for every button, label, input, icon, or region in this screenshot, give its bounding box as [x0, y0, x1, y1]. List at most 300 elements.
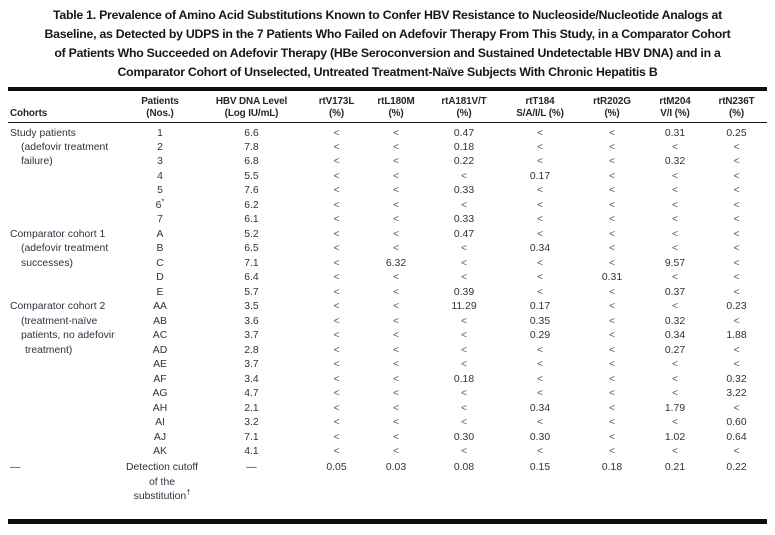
- value-cell-rtT184: 0.29: [529, 330, 551, 342]
- title-line: of Patients Who Succeeded on Adefovir Therapy (HBe Seroconversion and Sustained Undetectable HBV DNA) and in a: [54, 46, 721, 60]
- dna-level-cell: —: [246, 462, 257, 473]
- value-cell-rtV173L: 0.05: [326, 462, 347, 473]
- table-title: [0, 6, 775, 82]
- value-cell-rtR202G: <: [608, 141, 616, 153]
- cohort-label: Comparator cohort 1: [10, 228, 106, 240]
- cohort-label: failure): [21, 156, 53, 168]
- value-cell-rtV173L: <: [333, 185, 340, 197]
- dagger-superscript: †: [186, 487, 191, 497]
- patient-id: 4: [157, 170, 163, 182]
- value-cell-rtT184: 0.17: [529, 301, 551, 313]
- value-cell-rtV173L: <: [333, 228, 340, 240]
- header-row: [8, 89, 767, 123]
- value-cell-rtM204: 1.79: [664, 402, 686, 414]
- value-cell-rtL180M: <: [392, 170, 400, 182]
- patient-cell: [126, 387, 194, 402]
- value-cell-rtR202G: <: [608, 243, 616, 255]
- patient-id: 7: [157, 214, 163, 226]
- patient-id: AJ: [153, 431, 167, 443]
- value-cell-rtT184: <: [536, 214, 544, 226]
- value-cell-rtN236T: <: [733, 446, 740, 458]
- value-cell-rtN236T: <: [733, 243, 740, 255]
- value-cell-rtT184: <: [536, 127, 544, 139]
- value-cell-rtM204: <: [671, 170, 679, 182]
- table-row-5: [8, 198, 767, 213]
- dna-level-cell: 5.2: [244, 228, 259, 240]
- patient-id: B: [156, 243, 164, 255]
- value-cell-rtA181VT: <: [460, 272, 468, 284]
- value-cell-rtV173L: <: [333, 388, 340, 400]
- value-cell-rtM204: <: [671, 301, 679, 313]
- value-cell-rtR202G: <: [608, 301, 616, 313]
- patient-label: [153, 330, 167, 341]
- patient-label: [153, 316, 167, 327]
- value-cell-rtL180M: <: [392, 127, 400, 139]
- table-row-15: [8, 343, 767, 358]
- cohort-cell: [8, 227, 126, 242]
- value-cell-rtV173L: <: [333, 344, 340, 356]
- patient-label: [156, 272, 164, 283]
- value-cell-rtR202G: <: [608, 402, 616, 414]
- cohort-cell: [8, 123, 126, 141]
- value-cell-rtA181VT: <: [460, 243, 468, 255]
- column-header-patients: [126, 89, 194, 123]
- dna-level-cell: 7.8: [244, 141, 259, 153]
- value-cell-rtA181VT: <: [460, 315, 468, 327]
- patient-label: [156, 258, 164, 269]
- header-line1: rtN236T: [718, 96, 755, 107]
- value-cell-rtA181VT: <: [460, 359, 468, 371]
- value-cell-rtA181VT: 0.47: [453, 228, 475, 240]
- patient-label: [157, 214, 163, 225]
- value-cell-rtL180M: 6.32: [385, 257, 407, 269]
- column-header-rtA181VT: [428, 89, 500, 123]
- dna-level-cell: 7.1: [244, 257, 259, 269]
- dna-level-cell: 6.1: [244, 214, 259, 226]
- patient-label: [154, 432, 166, 443]
- value-cell-rtM204: <: [671, 185, 679, 197]
- dna-level-cell: 3.7: [244, 359, 259, 371]
- value-cell-rtT184: <: [536, 373, 544, 385]
- value-cell-rtV173L: <: [333, 199, 340, 211]
- value-cell-rtT184: <: [536, 359, 544, 371]
- value-cell-rtA181VT: 0.33: [453, 214, 475, 226]
- dna-level-cell: 6.4: [244, 272, 259, 284]
- value-cell-rtL180M: <: [392, 185, 400, 197]
- value-cell-rtA181VT: <: [460, 330, 468, 342]
- patient-cell: [126, 416, 194, 431]
- value-cell-rtR202G: <: [608, 257, 616, 269]
- cohort-label: (adefovir treatment: [21, 141, 109, 153]
- table-row-21: [8, 430, 767, 445]
- patient-cell: [126, 372, 194, 387]
- patient-cell: [126, 227, 194, 242]
- patient-id: AD: [152, 344, 168, 356]
- header-line1: HBV DNA Level: [215, 96, 288, 107]
- patient-cell: [126, 445, 194, 460]
- dna-level-cell: 3.4: [244, 373, 259, 385]
- cohort-label: Comparator cohort 2: [10, 301, 106, 313]
- patient-cell: [126, 123, 194, 141]
- patient-id: AA: [153, 301, 167, 313]
- column-header-rtL180M: [364, 89, 428, 123]
- value-cell-rtT184: <: [536, 257, 544, 269]
- cohort-cell: [8, 285, 126, 300]
- asterisk-superscript: *: [161, 196, 165, 206]
- value-cell-rtR202G: <: [608, 127, 616, 139]
- cohort-cell: [8, 445, 126, 460]
- value-cell-rtN236T: <: [733, 185, 740, 197]
- title-line: Baseline, as Detected by UDPS in the 7 Patients Who Failed on Adefovir Therapy From This Study, in a Comparator Cohort: [44, 27, 731, 41]
- value-cell-rtN236T: <: [733, 170, 740, 182]
- value-cell-rtA181VT: 0.08: [453, 462, 475, 473]
- patient-id: 5: [157, 185, 163, 197]
- dna-level-cell: 2.1: [244, 402, 259, 414]
- value-cell-rtT184: <: [536, 141, 544, 153]
- value-cell-rtM204: <: [671, 359, 679, 371]
- cohort-cell: [8, 155, 126, 170]
- table-row-6: [8, 213, 767, 228]
- value-cell-rtA181VT: 11.29: [451, 301, 477, 313]
- patient-id: 1: [157, 127, 163, 139]
- column-header-cohorts: [8, 89, 126, 123]
- patient-label: [155, 196, 165, 211]
- column-header-rtN236T: [706, 89, 767, 123]
- cohort-label: (treatment-naïve: [21, 315, 98, 327]
- column-header-rtM204: [644, 89, 706, 123]
- dna-level-cell: 6.8: [244, 156, 259, 168]
- patient-cell: [126, 155, 194, 170]
- patient-id: AK: [153, 446, 167, 458]
- value-cell-rtT184: 0.34: [529, 243, 551, 255]
- value-cell-rtM204: 9.57: [664, 257, 686, 269]
- dna-level-cell: 3.2: [244, 417, 259, 429]
- dna-level-cell: 3.7: [244, 330, 259, 342]
- patient-cell: [126, 401, 194, 416]
- value-cell-rtN236T: <: [733, 199, 740, 211]
- value-cell-rtR202G: <: [608, 170, 616, 182]
- value-cell-rtT184: 0.17: [529, 170, 551, 182]
- header-line2: (%): [328, 107, 345, 119]
- cohort-cell: [8, 430, 126, 445]
- value-cell-rtN236T: 0.23: [726, 301, 747, 313]
- patient-id: 6: [155, 199, 162, 211]
- value-cell-rtA181VT: <: [460, 388, 468, 400]
- value-cell-rtT184: 0.15: [529, 462, 551, 473]
- cohort-cell: [8, 343, 126, 358]
- cohort-cell: [8, 242, 126, 257]
- value-cell-rtA181VT: <: [460, 170, 468, 182]
- value-cell-rtR202G: <: [608, 214, 616, 226]
- table-row-4: [8, 184, 767, 199]
- value-cell-rtL180M: <: [392, 388, 400, 400]
- cohort-label: treatment): [25, 344, 73, 356]
- patient-id: C: [156, 257, 164, 269]
- value-cell-rtM204: <: [671, 199, 679, 211]
- cohort-cell: [8, 271, 126, 286]
- value-cell-rtN236T: <: [733, 359, 740, 371]
- value-cell-rtM204: <: [671, 228, 679, 240]
- cohort-cell: [8, 387, 126, 402]
- value-cell-rtM204: <: [671, 417, 679, 429]
- value-cell-rtM204: <: [671, 388, 679, 400]
- cohort-cell: [8, 184, 126, 199]
- header-line2: (%): [456, 107, 472, 119]
- table-row-12: [8, 300, 767, 315]
- patient-id: E: [156, 286, 164, 298]
- header-line2: (%): [728, 107, 745, 119]
- value-cell-rtL180M: <: [392, 286, 400, 298]
- table-row-22: [8, 445, 767, 460]
- cohort-cell: [8, 213, 126, 228]
- cohort-label: patients, no adefovir: [21, 330, 115, 342]
- cohort-cell: [8, 459, 126, 521]
- cohort-label: Study patients: [10, 127, 76, 139]
- cohort-cell: [8, 198, 126, 213]
- column-header-hbv_dna_level: [194, 89, 309, 123]
- cohort-cell: [8, 416, 126, 431]
- table-row-19: [8, 401, 767, 416]
- patient-cell: [126, 358, 194, 373]
- patient-id: A: [156, 228, 164, 240]
- patient-id: Detection cutoff of the substitution: [126, 462, 199, 502]
- patient-label: [157, 142, 163, 153]
- patient-label: [126, 461, 198, 505]
- header-line1: rtR202G: [593, 96, 631, 107]
- value-cell-rtM204: 1.02: [664, 431, 686, 443]
- patient-cell: [126, 169, 194, 184]
- dna-level-cell: 3.6: [244, 315, 259, 327]
- value-cell-rtA181VT: <: [460, 402, 468, 414]
- value-cell-rtL180M: <: [392, 446, 400, 458]
- value-cell-rtM204: 0.37: [664, 286, 686, 298]
- value-cell-rtT184: <: [536, 156, 544, 168]
- value-cell-rtN236T: <: [733, 214, 740, 226]
- table-row-18: [8, 387, 767, 402]
- patient-label: [157, 128, 163, 139]
- value-cell-rtN236T: 0.25: [726, 127, 747, 139]
- value-cell-rtM204: <: [671, 373, 679, 385]
- value-cell-rtA181VT: 0.39: [453, 286, 475, 298]
- value-cell-rtL180M: <: [392, 141, 400, 153]
- value-cell-rtA181VT: 0.18: [453, 373, 475, 385]
- value-cell-rtV173L: <: [333, 330, 340, 342]
- value-cell-rtL180M: <: [392, 272, 400, 284]
- patient-label: [153, 301, 167, 312]
- value-cell-rtT184: 0.35: [529, 315, 551, 327]
- value-cell-rtV173L: <: [333, 286, 340, 298]
- value-cell-rtT184: <: [536, 417, 544, 429]
- value-cell-rtR202G: <: [608, 388, 616, 400]
- value-cell-rtM204: <: [671, 214, 679, 226]
- value-cell-rtT184: <: [536, 388, 544, 400]
- value-cell-rtR202G: 0.31: [601, 272, 623, 284]
- value-cell-rtV173L: <: [333, 214, 340, 226]
- value-cell-rtV173L: <: [333, 315, 340, 327]
- dna-level-cell: 3.5: [244, 301, 259, 313]
- cohort-cell: [8, 256, 126, 271]
- value-cell-rtL180M: <: [392, 359, 400, 371]
- value-cell-rtR202G: <: [608, 228, 616, 240]
- value-cell-rtT184: <: [536, 272, 544, 284]
- value-cell-rtL180M: <: [392, 243, 400, 255]
- header-line2: (%): [388, 107, 404, 119]
- cohort-label: —: [10, 462, 21, 473]
- value-cell-rtN236T: <: [733, 228, 740, 240]
- dna-level-cell: 7.1: [244, 431, 259, 443]
- header-line1: rtT184: [525, 96, 555, 107]
- table-row-23: [8, 459, 767, 521]
- value-cell-rtR202G: <: [608, 315, 616, 327]
- value-cell-rtR202G: <: [608, 344, 616, 356]
- value-cell-rtA181VT: 0.30: [453, 431, 475, 443]
- value-cell-rtV173L: <: [333, 127, 340, 139]
- header-line1: rtV173L: [318, 96, 355, 107]
- value-cell-rtM204: 0.32: [664, 315, 686, 327]
- value-cell-rtT184: <: [536, 344, 544, 356]
- value-cell-rtM204: 0.21: [664, 462, 686, 473]
- patient-id: D: [156, 272, 164, 284]
- patient-id: AB: [153, 315, 167, 327]
- table-row-20: [8, 416, 767, 431]
- patient-cell: [126, 430, 194, 445]
- value-cell-rtV173L: <: [333, 170, 340, 182]
- title-line: Comparator Cohort of Unselected, Untreated Treatment-Naïve Subjects With Chronic Hepatitis B: [117, 65, 658, 79]
- value-cell-rtM204: <: [671, 446, 679, 458]
- value-cell-rtT184: <: [536, 286, 544, 298]
- data-table: [8, 87, 767, 524]
- header-line2: (Log IU/mL): [224, 107, 279, 119]
- column-header-rtT184: [500, 89, 580, 123]
- value-cell-rtT184: 0.34: [529, 402, 551, 414]
- value-cell-rtM204: 0.32: [664, 156, 686, 168]
- value-cell-rtN236T: 0.64: [726, 431, 747, 443]
- patient-cell: [126, 343, 194, 358]
- value-cell-rtA181VT: <: [460, 417, 468, 429]
- patient-id: AF: [153, 373, 167, 385]
- value-cell-rtA181VT: 0.33: [453, 185, 475, 197]
- value-cell-rtM204: 0.27: [664, 344, 686, 356]
- value-cell-rtR202G: <: [608, 431, 616, 443]
- value-cell-rtN236T: 3.22: [726, 388, 747, 400]
- value-cell-rtN236T: 0.32: [726, 373, 747, 385]
- value-cell-rtN236T: 0.22: [726, 462, 747, 473]
- value-cell-rtN236T: <: [733, 286, 740, 298]
- table-row-13: [8, 314, 767, 329]
- patient-cell: [126, 314, 194, 329]
- value-cell-rtL180M: <: [392, 228, 400, 240]
- table-row-3: [8, 169, 767, 184]
- value-cell-rtT184: <: [536, 228, 544, 240]
- value-cell-rtA181VT: <: [460, 446, 468, 458]
- patient-label: [155, 417, 165, 428]
- cohort-label: (adefovir treatment: [21, 243, 109, 255]
- patient-cell: [126, 329, 194, 344]
- table-row-10: [8, 271, 767, 286]
- patient-id: AG: [152, 388, 168, 400]
- cohort-cell: [8, 169, 126, 184]
- column-header-rtR202G: [580, 89, 644, 123]
- cohort-cell: [8, 358, 126, 373]
- value-cell-rtR202G: <: [608, 373, 616, 385]
- patient-label: [157, 185, 163, 196]
- value-cell-rtN236T: <: [733, 141, 740, 153]
- header-line1: rtA181V/T: [441, 96, 487, 107]
- value-cell-rtN236T: 1.88: [726, 330, 747, 342]
- value-cell-rtA181VT: 0.47: [453, 127, 475, 139]
- value-cell-rtV173L: <: [333, 417, 340, 429]
- value-cell-rtL180M: <: [392, 344, 400, 356]
- patient-label: [152, 388, 167, 399]
- patient-cell: [126, 213, 194, 228]
- value-cell-rtT184: <: [536, 446, 544, 458]
- value-cell-rtL180M: <: [392, 431, 400, 443]
- header-line2: (%): [604, 107, 620, 119]
- cohort-cell: [8, 300, 126, 315]
- value-cell-rtV173L: <: [333, 257, 340, 269]
- value-cell-rtN236T: <: [733, 402, 740, 414]
- cohort-cell: [8, 329, 126, 344]
- cohort-cell: [8, 140, 126, 155]
- patient-cell: [126, 140, 194, 155]
- value-cell-rtM204: <: [671, 243, 679, 255]
- value-cell-rtA181VT: <: [460, 257, 468, 269]
- value-cell-rtL180M: <: [392, 156, 400, 168]
- value-cell-rtV173L: <: [333, 446, 340, 458]
- value-cell-rtL180M: 0.03: [385, 462, 407, 473]
- value-cell-rtN236T: <: [733, 272, 740, 284]
- value-cell-rtR202G: <: [608, 330, 616, 342]
- value-cell-rtV173L: <: [333, 431, 340, 443]
- value-cell-rtL180M: <: [392, 373, 400, 385]
- patient-id: 2: [157, 141, 163, 153]
- dna-level-cell: 5.5: [244, 170, 259, 182]
- value-cell-rtL180M: <: [392, 417, 400, 429]
- value-cell-rtN236T: <: [733, 257, 740, 269]
- patient-cell: [126, 271, 194, 286]
- patient-label: [157, 287, 164, 298]
- patient-cell: [126, 184, 194, 199]
- value-cell-rtL180M: <: [392, 315, 400, 327]
- value-cell-rtV173L: <: [333, 243, 340, 255]
- value-cell-rtL180M: <: [392, 402, 400, 414]
- patient-cell: [126, 285, 194, 300]
- table-row-9: [8, 256, 767, 271]
- table-row-17: [8, 372, 767, 387]
- patient-label: [153, 345, 167, 356]
- patient-id: AE: [153, 359, 167, 371]
- value-cell-rtL180M: <: [392, 199, 400, 211]
- dna-level-cell: 5.7: [244, 286, 259, 298]
- column-header-rtV173L: [309, 89, 364, 123]
- value-cell-rtR202G: <: [608, 286, 616, 298]
- table-header: [8, 89, 767, 123]
- value-cell-rtM204: 0.34: [664, 330, 686, 342]
- dna-level-cell: 7.6: [244, 185, 259, 197]
- dna-level-cell: 6.6: [244, 127, 259, 139]
- value-cell-rtR202G: <: [608, 446, 616, 458]
- header-line2: Cohorts: [10, 107, 48, 119]
- value-cell-rtA181VT: 0.22: [453, 156, 475, 168]
- table-row-7: [8, 227, 767, 242]
- dna-level-cell: 6.5: [244, 243, 259, 255]
- header-line2: (Nos.): [146, 107, 174, 119]
- value-cell-rtA181VT: <: [460, 199, 468, 211]
- header-line1: Patients: [141, 96, 179, 107]
- cohort-cell: [8, 314, 126, 329]
- patient-label: [157, 171, 163, 182]
- dna-level-cell: 4.1: [244, 446, 259, 458]
